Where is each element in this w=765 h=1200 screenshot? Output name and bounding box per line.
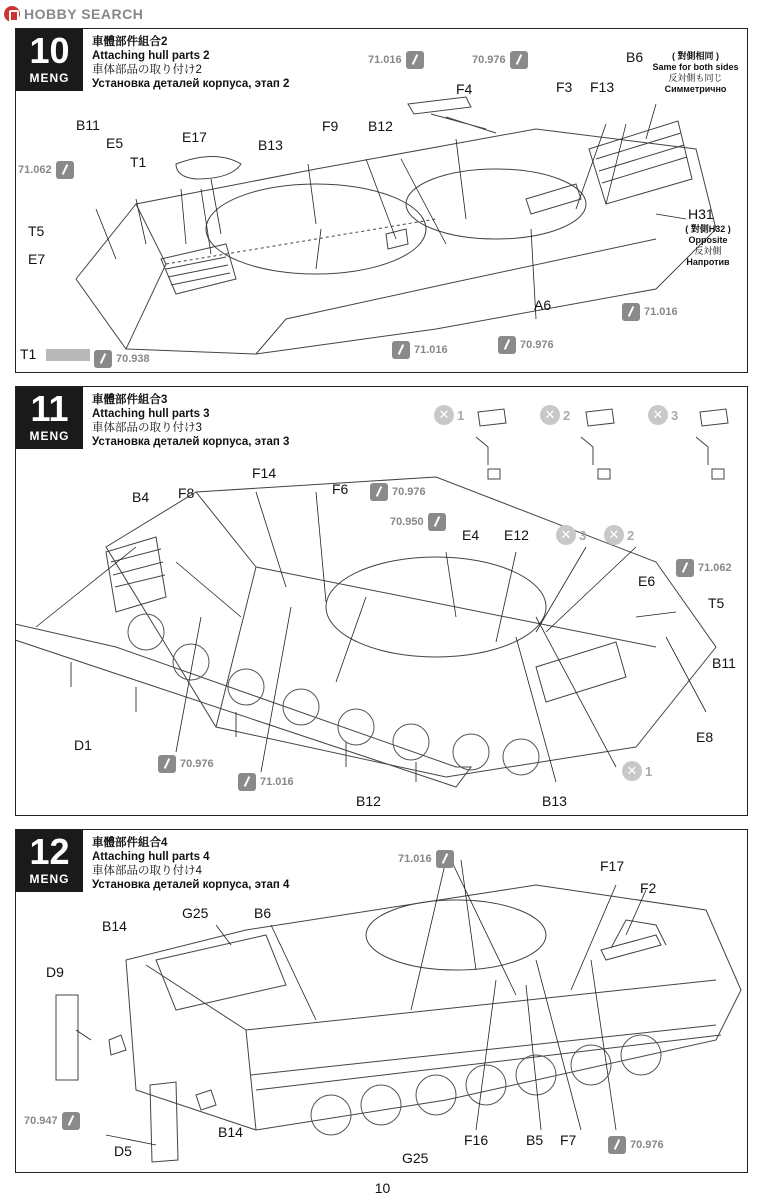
title-en: Attaching hull parts 2: [92, 50, 210, 62]
title-zh: 車體部件組合3: [92, 394, 168, 406]
part-label-t1-legend: T1: [20, 346, 37, 362]
x-circle-icon: ✕: [604, 525, 624, 545]
paint-code: 71.062: [18, 164, 52, 176]
hull-drawing-step-12: [16, 830, 747, 1172]
paint-code: 70.976: [392, 486, 426, 498]
paint-ref: [370, 483, 426, 501]
paint-code: 71.016: [644, 306, 678, 318]
part-label-g25: G25: [182, 905, 209, 921]
paint-ref: [238, 773, 294, 791]
paint-code: 71.062: [698, 562, 732, 574]
paint-brush-icon: [676, 559, 694, 577]
step-11-panel: [15, 386, 748, 816]
part-label-b13: B13: [542, 793, 567, 809]
part-label-h31: H31: [688, 206, 714, 222]
part-label-e7: E7: [28, 251, 46, 267]
paint-ref: [676, 559, 732, 577]
title-en: Attaching hull parts 3: [92, 408, 210, 420]
paint-ref: [24, 1112, 80, 1130]
step-number: 10: [29, 30, 70, 71]
x-circle-icon: ✕: [540, 405, 560, 425]
step-12-panel: [15, 829, 748, 1173]
part-label-f4: F4: [456, 81, 473, 97]
hobby-search-logo-icon: [4, 6, 20, 22]
part-label-a6: A6: [534, 297, 552, 313]
part-label-f2: F2: [640, 880, 657, 896]
paint-brush-icon: [498, 336, 516, 354]
part-label-b14-second: B14: [218, 1124, 243, 1140]
paint-brush-icon: [622, 303, 640, 321]
paint-brush-icon: [94, 350, 112, 368]
part-label-f14: F14: [252, 465, 277, 481]
title-zh: 車體部件組合4: [92, 837, 168, 849]
brand-logo: MENG: [29, 872, 70, 886]
paint-code: 70.947: [24, 1115, 58, 1127]
b6-note-ru: Симметрично: [664, 84, 727, 94]
paint-brush-icon: [436, 850, 454, 868]
part-label-f17: F17: [600, 858, 625, 874]
b6-note-zh: ( 對側相同 ): [672, 51, 719, 61]
part-label-f6: F6: [332, 481, 349, 497]
paint-ref: [498, 336, 554, 354]
paint-brush-icon: [392, 341, 410, 359]
paint-code: 70.976: [520, 339, 554, 351]
title-zh: 車體部件組合2: [92, 36, 168, 48]
x-circle-icon: ✕: [648, 405, 668, 425]
t1-swatch: [46, 349, 90, 361]
part-label-d5: D5: [114, 1143, 132, 1159]
cut-marker-x2b: [604, 525, 634, 545]
paint-brush-icon: [238, 773, 256, 791]
title-ru: Установка деталей корпуса, этап 3: [92, 436, 290, 448]
part-label-b12: B12: [356, 793, 381, 809]
title-ja: 車体部品の取り付け2: [92, 64, 202, 76]
x-count: 1: [645, 763, 653, 779]
part-label-b11: B11: [712, 655, 736, 671]
paint-ref: [390, 513, 446, 531]
part-label-b6: B6: [626, 49, 644, 65]
title-ru: Установка деталей корпуса, этап 2: [92, 78, 290, 90]
h31-note-zh: ( 對側H32 ): [685, 224, 731, 234]
part-label-e8: E8: [696, 729, 714, 745]
paint-ref: [94, 350, 150, 368]
b6-note-ja: 反対側も同じ: [668, 73, 723, 83]
part-label-e12: E12: [504, 527, 529, 543]
paint-ref: [392, 341, 448, 359]
h31-note-ru: Напротив: [686, 257, 730, 267]
step-number: 12: [29, 831, 70, 872]
title-ja: 車体部品の取り付け3: [92, 422, 202, 434]
part-label-d1: D1: [74, 737, 92, 753]
h31-note-en: Opposite: [688, 235, 728, 245]
paint-brush-icon: [510, 51, 528, 69]
paint-brush-icon: [158, 755, 176, 773]
x-count: 2: [563, 407, 571, 423]
cut-marker-x1: [434, 405, 464, 425]
paint-ref: [398, 850, 454, 868]
part-label-b5: B5: [526, 1132, 544, 1148]
part-label-e17: E17: [182, 129, 207, 145]
paint-brush-icon: [428, 513, 446, 531]
brand-logo: MENG: [29, 429, 70, 443]
paint-ref: [368, 51, 424, 69]
title-ru: Установка деталей корпуса, этап 4: [92, 879, 290, 891]
part-label-b13: B13: [258, 137, 283, 153]
title-ja: 車体部品の取り付け4: [92, 865, 202, 877]
part-label-g25-second: G25: [402, 1150, 429, 1166]
paint-ref: [18, 161, 74, 179]
x-count: 3: [671, 407, 679, 423]
title-en: Attaching hull parts 4: [92, 851, 210, 863]
paint-code: 71.016: [260, 776, 294, 788]
paint-code: 71.016: [368, 54, 402, 66]
part-label-b11: B11: [76, 117, 100, 133]
part-label-e6: E6: [638, 573, 656, 589]
site-header: [4, 4, 143, 24]
paint-brush-icon: [406, 51, 424, 69]
part-label-t5: T5: [28, 223, 45, 239]
paint-code: 71.016: [398, 853, 432, 865]
hull-drawing-step-11: [16, 387, 747, 815]
paint-code: 70.976: [180, 758, 214, 770]
x-circle-icon: ✕: [622, 761, 642, 781]
paint-ref: [158, 755, 214, 773]
part-label-b4: B4: [132, 489, 150, 505]
paint-code: 70.976: [630, 1139, 664, 1151]
part-label-e5: E5: [106, 135, 124, 151]
h31-note: [678, 224, 738, 268]
page-number: 10: [374, 1180, 391, 1196]
part-label-f7: F7: [560, 1132, 577, 1148]
x-count: 3: [579, 527, 587, 543]
b6-note: [648, 51, 743, 95]
brand-logo: MENG: [29, 71, 70, 85]
part-label-d9: D9: [46, 964, 64, 980]
part-label-t1: T1: [130, 154, 147, 170]
cut-marker-x3b: [556, 525, 586, 545]
cut-marker-x1b: [622, 761, 652, 781]
paint-ref: [622, 303, 678, 321]
site-name: HOBBY SEARCH: [24, 6, 144, 22]
h31-note-ja: 反対側: [694, 246, 722, 256]
part-label-b12: B12: [368, 118, 393, 134]
part-label-b6: B6: [254, 905, 272, 921]
x-circle-icon: ✕: [434, 405, 454, 425]
cut-marker-x3: [648, 405, 678, 425]
paint-brush-icon: [62, 1112, 80, 1130]
part-label-e4: E4: [462, 527, 480, 543]
part-label-f3: F3: [556, 79, 573, 95]
cut-marker-x2: [540, 405, 570, 425]
paint-code: 70.976: [472, 54, 506, 66]
paint-brush-icon: [608, 1136, 626, 1154]
paint-code: 71.016: [414, 344, 448, 356]
paint-code: 70.950: [390, 516, 424, 528]
x-count: 2: [627, 527, 635, 543]
part-label-b14: B14: [102, 918, 127, 934]
part-label-f9: F9: [322, 118, 339, 134]
paint-code: 70.938: [116, 353, 150, 365]
part-label-f8: F8: [178, 485, 195, 501]
paint-ref: [472, 51, 528, 69]
part-label-f16: F16: [464, 1132, 489, 1148]
b6-note-en: Same for both sides: [652, 62, 739, 72]
part-label-f13: F13: [590, 79, 615, 95]
paint-ref: [608, 1136, 664, 1154]
step-10-panel: [15, 28, 748, 373]
x-count: 1: [457, 407, 465, 423]
x-circle-icon: ✕: [556, 525, 576, 545]
step-number: 11: [30, 388, 69, 429]
part-label-t5: T5: [708, 595, 725, 611]
paint-brush-icon: [56, 161, 74, 179]
paint-brush-icon: [370, 483, 388, 501]
